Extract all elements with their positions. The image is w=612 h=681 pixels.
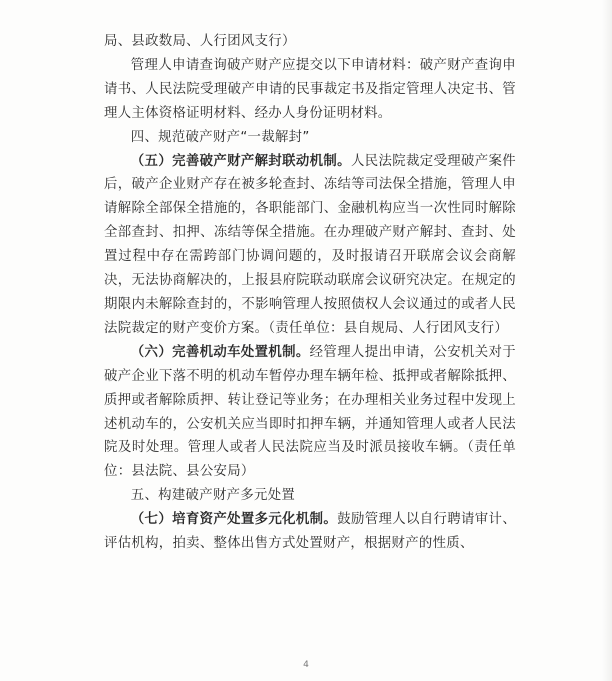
section-heading-5: 五、构建破产财产多元处置 [130, 488, 296, 504]
paragraph-item-6 [104, 341, 516, 484]
page-edge-shadow [602, 0, 612, 681]
paragraph-item-5 [104, 150, 516, 341]
item-5-label: （五）完善破产财产解封联动机制。 [130, 153, 351, 169]
page-number: 4 [303, 660, 309, 670]
document-body [104, 30, 516, 556]
paragraph-item-7 [104, 508, 516, 556]
paragraph-application-materials: 管理人申请查询破产财产应提交以下申请材料：破产财产查询申请书、人民法院受理破产申请的民事裁定书及指定管理人决定书、管理人主体资格证明材料、经办人身份证明材料。 [104, 57, 516, 121]
item-6-label: （六）完善机动车处置机制。 [130, 344, 310, 360]
item-6-body: 经管理人提出申请，公安机关对于破产企业下落不明的机动车暂停办理车辆年检、抵押或者解除抵押、质押或者解除质押、转让登记等业务；在办理相关业务过程中发现上述机动车的，公安机关应当即时扣押车辆，并通知管理人或者人民法院及时处理。管理人或者人民法院应当及时派员接收车辆。（责任单位：县法院、县公安局） [104, 344, 516, 480]
item-5-body: 人民法院裁定受理破产案件后，破产企业财产存在被多轮查封、冻结等司法保全措施，管理人申请解除全部保全措施的，各职能部门、金融机构应当一次性同时解除全部查封、扣押、冻结等保全措施。在办理破产财产解封、查封、处置过程中存在需跨部门协调问题的，及时报请召开联席会议会商解决，无法协商解决的，上报县府院联动联席会议研究决定。在规定的期限内未解除查封的，不影响管理人按照债权人会议通过的或者人民法院裁定的财产变价方案。（责任单位：县自规局、人行团风支行） [104, 153, 516, 336]
paragraph-continued: 局、县政数局、人行团风支行） [104, 34, 296, 49]
item-7-label: （七）培育资产处置多元化机制。 [130, 512, 338, 528]
section-heading-4: 四、规范破产财产“一裁解封” [130, 129, 310, 145]
item-7-body: 鼓励管理人以自行聘请审计、评估机构，拍卖、整体出售方式处置财产，根据财产的性质、 [104, 512, 517, 552]
